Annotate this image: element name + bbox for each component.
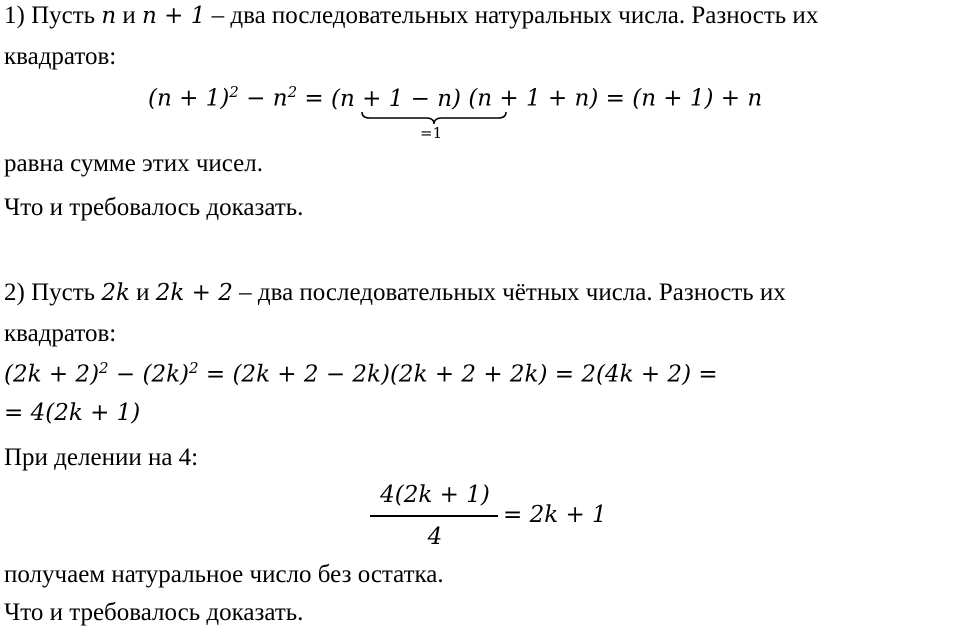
s2-label: 2) Пусть <box>4 279 96 306</box>
s1-eq-minus: − n <box>238 85 288 112</box>
s1-equation <box>148 85 762 111</box>
s2-var-2k: 2k <box>101 280 130 306</box>
s2-conclusion: получаем натуральное число без остатка. <box>4 561 444 588</box>
s1-label: 1) Пусть <box>4 2 96 29</box>
s1-brace-note: =1 <box>420 124 443 142</box>
s2-equation-2: = 4(2k + 1) <box>4 400 141 426</box>
s2-eq-c: = (2k + 2 − 2k)(2k + 2 + 2k) = 2(4k + 2) = <box>198 361 718 388</box>
s1-and: и <box>122 2 136 29</box>
s1-squares-label: квадратов: <box>4 43 117 70</box>
s2-intro-line <box>4 280 786 305</box>
s1-eq-sign: = <box>297 85 332 112</box>
fraction-numerator: 4(2k + 1) <box>380 482 490 508</box>
s1-eq-rest: (n + 1 + n) = (n + 1) + n <box>468 85 763 112</box>
s1-qed: Что и требовалось доказать. <box>4 194 304 221</box>
fraction-bar <box>370 515 498 517</box>
s2-rest: – два последовательных чётных числа. Разность их <box>239 279 786 306</box>
s1-underbrace-group <box>331 85 462 112</box>
s1-eq-lhs: (n + 1) <box>148 85 230 112</box>
s2-and: и <box>136 279 150 306</box>
s2-eq-b-exp: 2 <box>189 359 199 377</box>
s2-eq-a: (2k + 2) <box>4 361 100 388</box>
s2-var-2k2: 2k + 2 <box>155 280 233 306</box>
s2-qed: Что и требовалось доказать. <box>4 599 304 626</box>
s2-equation-1 <box>4 361 718 387</box>
s2-eq-b: − (2k) <box>108 361 190 388</box>
s2-squares-label: квадратов: <box>4 320 117 347</box>
s1-eq-lhs-exp: 2 <box>229 83 239 101</box>
s1-brace-expr: (n + 1 − n) <box>331 85 462 112</box>
s1-eq-minus-exp: 2 <box>287 83 298 101</box>
s1-conclusion: равна сумме этих чисел. <box>4 150 264 177</box>
fraction-result: = 2k + 1 <box>503 502 607 528</box>
s1-intro-line <box>4 3 818 28</box>
s1-var-n1: n + 1 <box>142 3 206 29</box>
s1-var-n: n <box>101 3 117 29</box>
s1-rest: – два последовательных натуральных числа. Разность их <box>211 2 819 29</box>
s2-eq-a-exp: 2 <box>99 359 109 377</box>
fraction-denominator: 4 <box>427 524 443 550</box>
s2-division-label: При делении на 4: <box>4 444 199 471</box>
